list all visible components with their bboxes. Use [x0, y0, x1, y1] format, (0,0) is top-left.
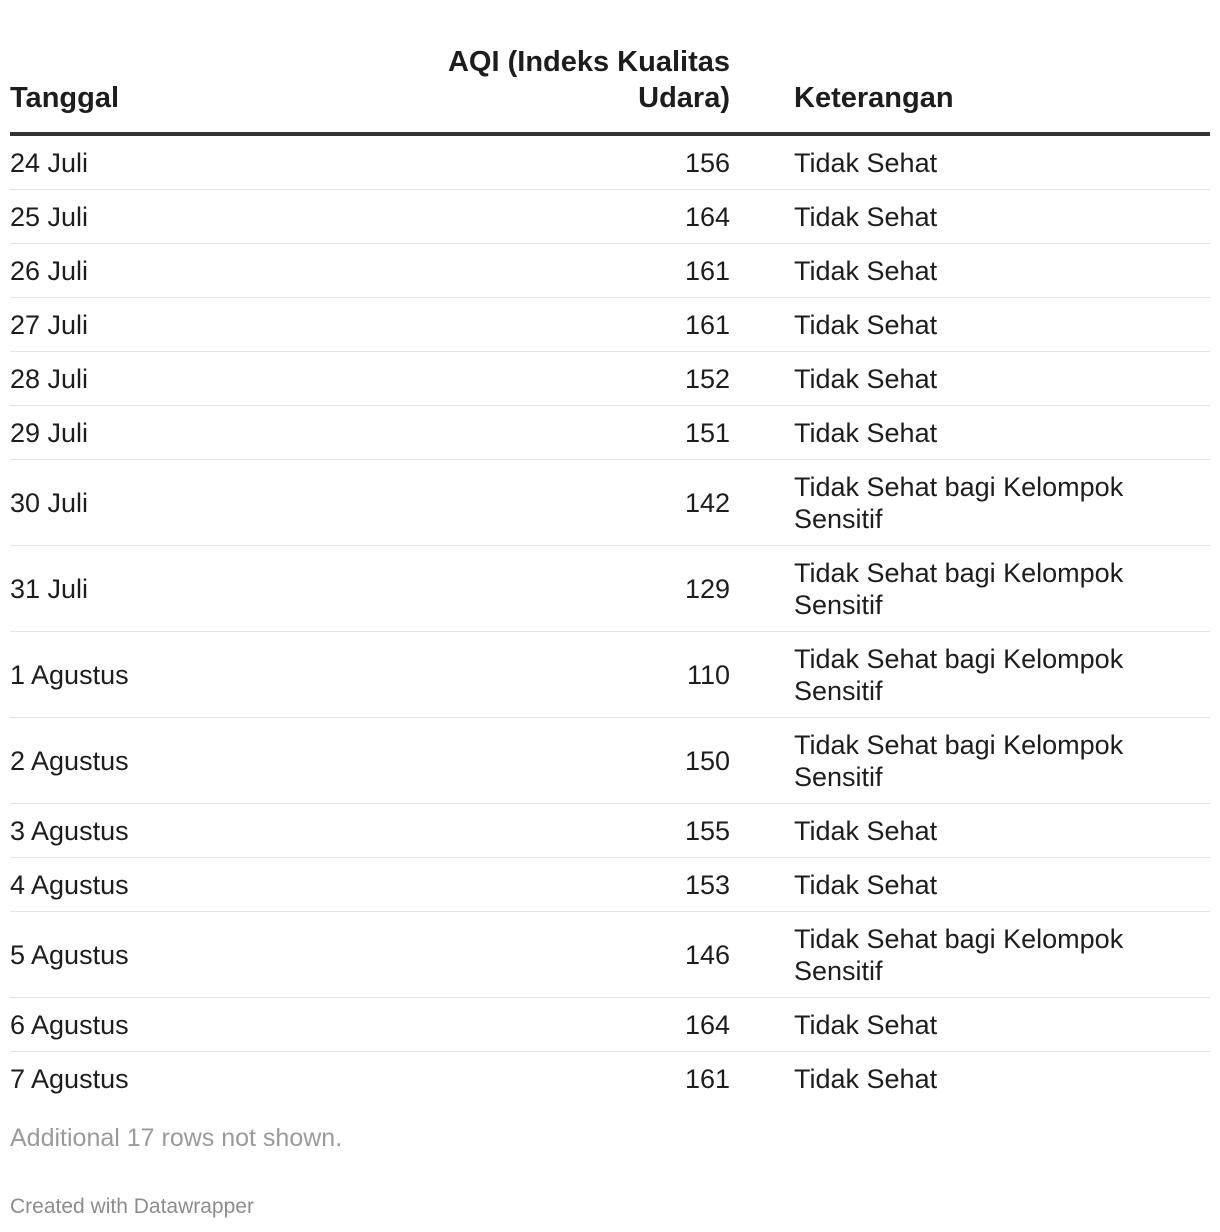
table-row [10, 298, 1210, 352]
table-row [10, 1052, 1210, 1106]
column-header-tanggal[interactable]: Tanggal [10, 0, 410, 134]
table-row [10, 352, 1210, 406]
cell-keterangan: Tidak Sehat [730, 804, 1210, 858]
cell-keterangan: Tidak Sehat [794, 1064, 938, 1094]
cell-keterangan: Tidak Sehat bagi Kelompok Sensitif [730, 912, 1210, 998]
datawrapper-credit[interactable]: Created with Datawrapper [10, 1195, 254, 1218]
cell-date: 1 Agustus [10, 632, 410, 718]
cell-aqi: 151 [410, 406, 730, 460]
cell-date: 24 Juli [10, 134, 410, 190]
table-row [10, 244, 1210, 298]
cell-keterangan: Tidak Sehat bagi Kelompok Sensitif [730, 546, 1210, 632]
cell-date: 6 Agustus [10, 998, 410, 1052]
table-body [10, 134, 1210, 1105]
table-row [10, 632, 1210, 718]
cell-aqi: 153 [410, 858, 730, 912]
table-row [10, 858, 1210, 912]
cell-date: 4 Agustus [10, 858, 410, 912]
cell-keterangan: Tidak Sehat [730, 298, 1210, 352]
column-header-aqi[interactable]: AQI (Indeks Kualitas Udara) [410, 0, 730, 134]
table-row [10, 134, 1210, 190]
cell-aqi: 161 [410, 298, 730, 352]
cell-aqi: 150 [410, 718, 730, 804]
cell-date: 31 Juli [10, 546, 410, 632]
table-row [10, 406, 1210, 460]
cell-aqi: 152 [410, 352, 730, 406]
table-container [10, 0, 1210, 1105]
table-header [10, 0, 1210, 134]
cell-date: 29 Juli [10, 406, 410, 460]
cell-aqi: 156 [410, 134, 730, 190]
cell-keterangan: Tidak Sehat bagi Kelompok Sensitif [730, 718, 1210, 804]
cell-date: 26 Juli [10, 244, 410, 298]
cell-aqi: 164 [410, 190, 730, 244]
cell-date: 27 Juli [10, 298, 410, 352]
cell-keterangan: Tidak Sehat [730, 244, 1210, 298]
cell-date: 25 Juli [10, 190, 410, 244]
cell-aqi: 161 [410, 244, 730, 298]
cell-aqi: 142 [410, 460, 730, 546]
rows-not-shown-note: Additional 17 rows not shown. [10, 1124, 343, 1152]
cell-keterangan: Tidak Sehat [730, 190, 1210, 244]
header-row [10, 0, 1210, 134]
cell-keterangan: Tidak Sehat [730, 134, 1210, 190]
cell-aqi: 129 [410, 546, 730, 632]
column-header-keterangan[interactable]: Keterangan [730, 0, 1210, 134]
cell-date: 28 Juli [10, 352, 410, 406]
cell-keterangan: Tidak Sehat bagi Kelompok Sensitif [730, 632, 1210, 718]
cell-aqi: 164 [410, 998, 730, 1052]
cell-keterangan: Tidak Sehat [730, 998, 1210, 1052]
cell-date: 5 Agustus [10, 912, 410, 998]
table-row [10, 718, 1210, 804]
table-row [10, 190, 1210, 244]
cell-aqi: 161 [684, 1064, 730, 1094]
aqi-table [10, 0, 1210, 1105]
table-row [10, 912, 1210, 998]
cell-aqi: 155 [410, 804, 730, 858]
cell-date: 30 Juli [10, 460, 410, 546]
cell-keterangan: Tidak Sehat [730, 406, 1210, 460]
table-row [10, 998, 1210, 1052]
cell-keterangan: Tidak Sehat [730, 858, 1210, 912]
cell-keterangan: Tidak Sehat bagi Kelompok Sensitif [730, 460, 1210, 546]
cell-aqi: 146 [410, 912, 730, 998]
cell-aqi: 110 [410, 632, 730, 718]
cell-keterangan: Tidak Sehat [730, 352, 1210, 406]
table-row [10, 546, 1210, 632]
cell-date: 7 Agustus [10, 1064, 129, 1094]
cell-date: 3 Agustus [10, 804, 410, 858]
table-row [10, 804, 1210, 858]
cell-date: 2 Agustus [10, 718, 410, 804]
table-row [10, 460, 1210, 546]
